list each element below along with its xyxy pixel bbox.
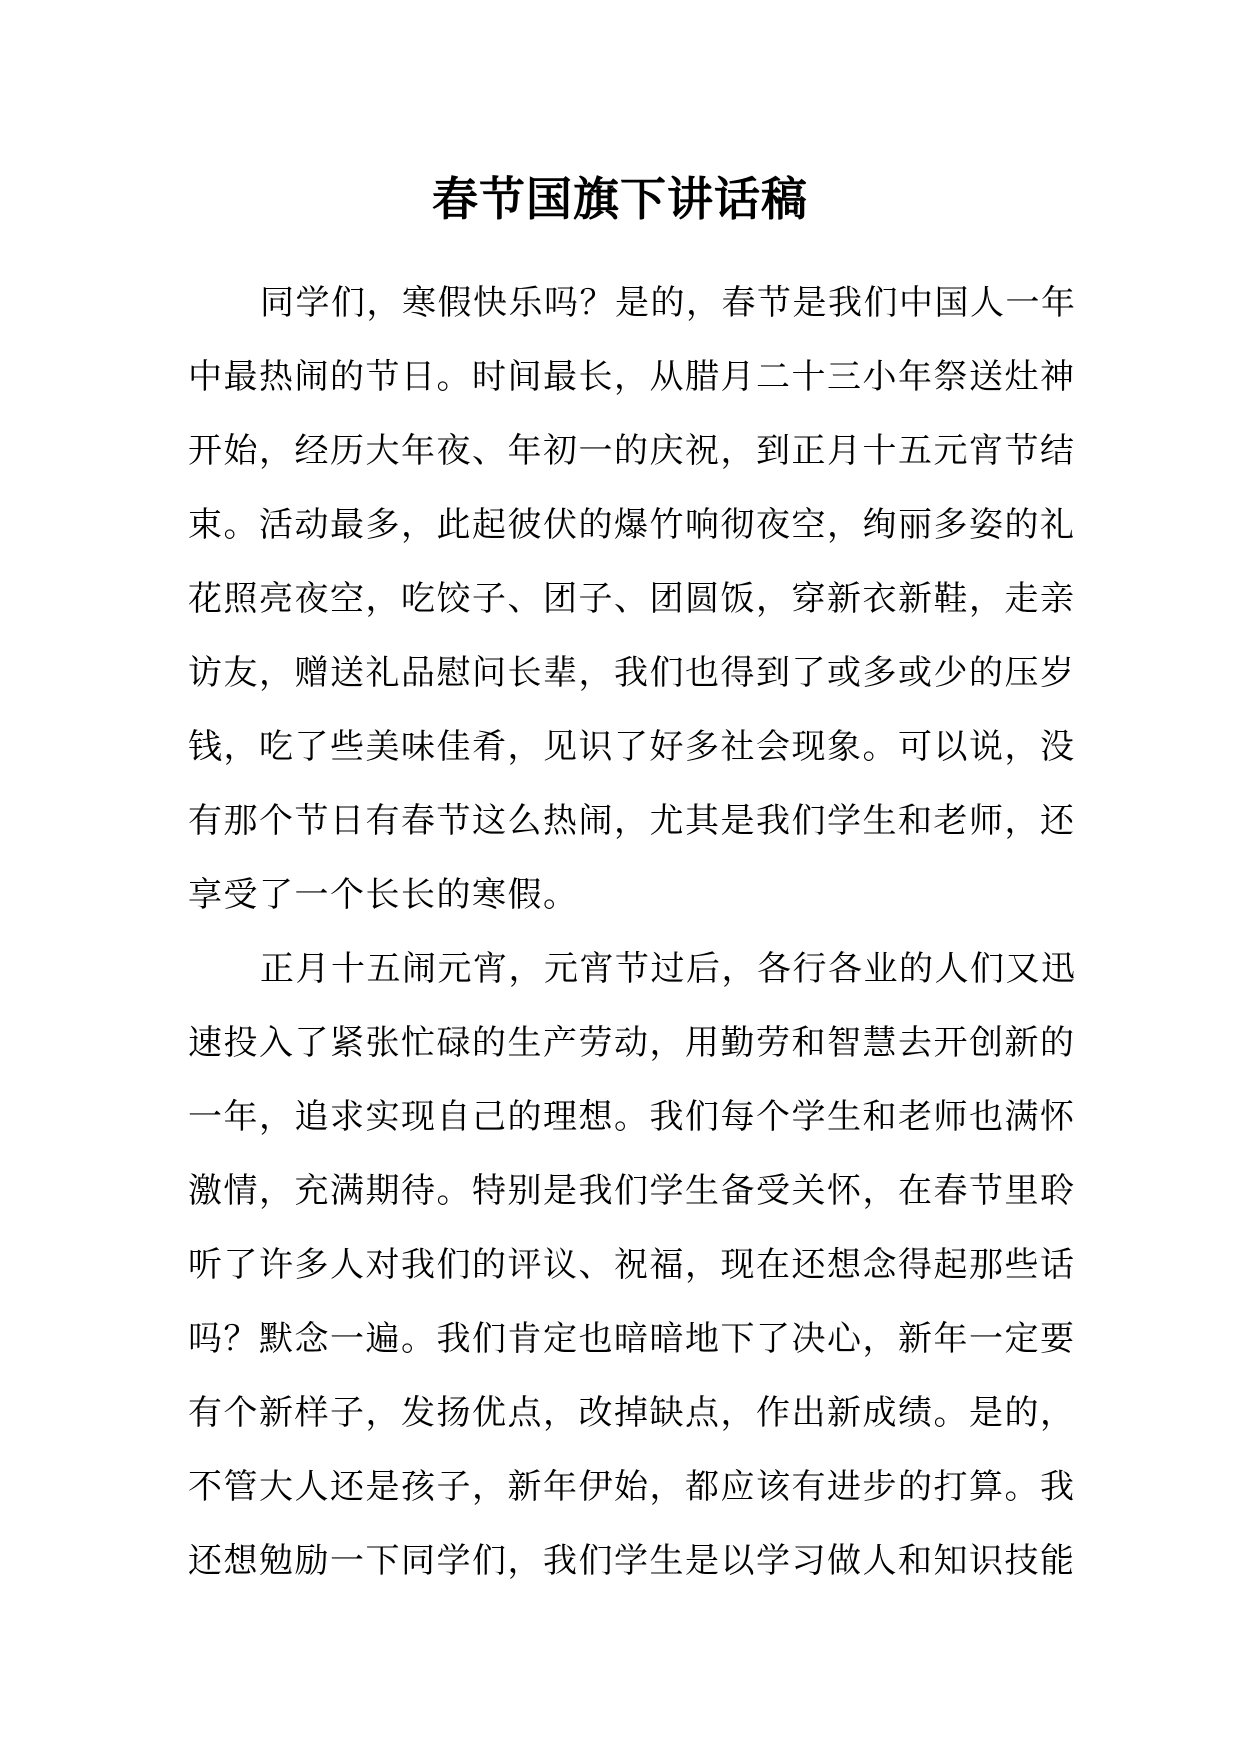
text-line: 激情，充满期待。特别是我们学生备受关怀，在春节里聆 [188, 1171, 1076, 1211]
text-line: 一年，追求实现自己的理想。我们每个学生和老师也满怀 [188, 1097, 1076, 1137]
text-line: 有个新样子，发扬优点，改掉缺点，作出新成绩。是的， [188, 1393, 1076, 1433]
text-line: 钱，吃了些美味佳肴，见识了好多社会现象。可以说，没 [188, 727, 1076, 767]
text-line: 还想勉励一下同学们，我们学生是以学习做人和知识技能 [188, 1541, 1076, 1581]
text-line: 中最热闹的节日。时间最长，从腊月二十三小年祭送灶神 [188, 357, 1076, 397]
text-line: 开始，经历大年夜、年初一的庆祝，到正月十五元宵节结 [188, 431, 1076, 471]
text-line: 访友，赠送礼品慰问长辈，我们也得到了或多或少的压岁 [188, 653, 1076, 693]
text-line: 有那个节日有春节这么热闹，尤其是我们学生和老师，还 [188, 801, 1076, 841]
text-line: 束。活动最多，此起彼伏的爆竹响彻夜空，绚丽多姿的礼 [188, 505, 1076, 545]
text-line: 正月十五闹元宵，元宵节过后，各行各业的人们又迅 [260, 949, 1077, 989]
text-line: 同学们，寒假快乐吗？是的，春节是我们中国人一年 [260, 283, 1077, 323]
text-line: 速投入了紧张忙碌的生产劳动，用勤劳和智慧去开创新的 [188, 1023, 1076, 1063]
document-title: 春节国旗下讲话稿 [432, 172, 808, 226]
paragraph-2 [188, 932, 1077, 1598]
document-body [188, 266, 1077, 1598]
text-line: 享受了一个长长的寒假。 [188, 875, 579, 915]
text-line: 花照亮夜空，吃饺子、团子、团圆饭，穿新衣新鞋，走亲 [188, 579, 1076, 619]
text-line: 听了许多人对我们的评议、祝福，现在还想念得起那些话 [188, 1245, 1076, 1285]
text-line: 不管大人还是孩子，新年伊始，都应该有进步的打算。我 [188, 1467, 1076, 1507]
paragraph-1 [188, 266, 1077, 932]
text-line: 吗？默念一遍。我们肯定也暗暗地下了决心，新年一定要 [188, 1319, 1076, 1359]
